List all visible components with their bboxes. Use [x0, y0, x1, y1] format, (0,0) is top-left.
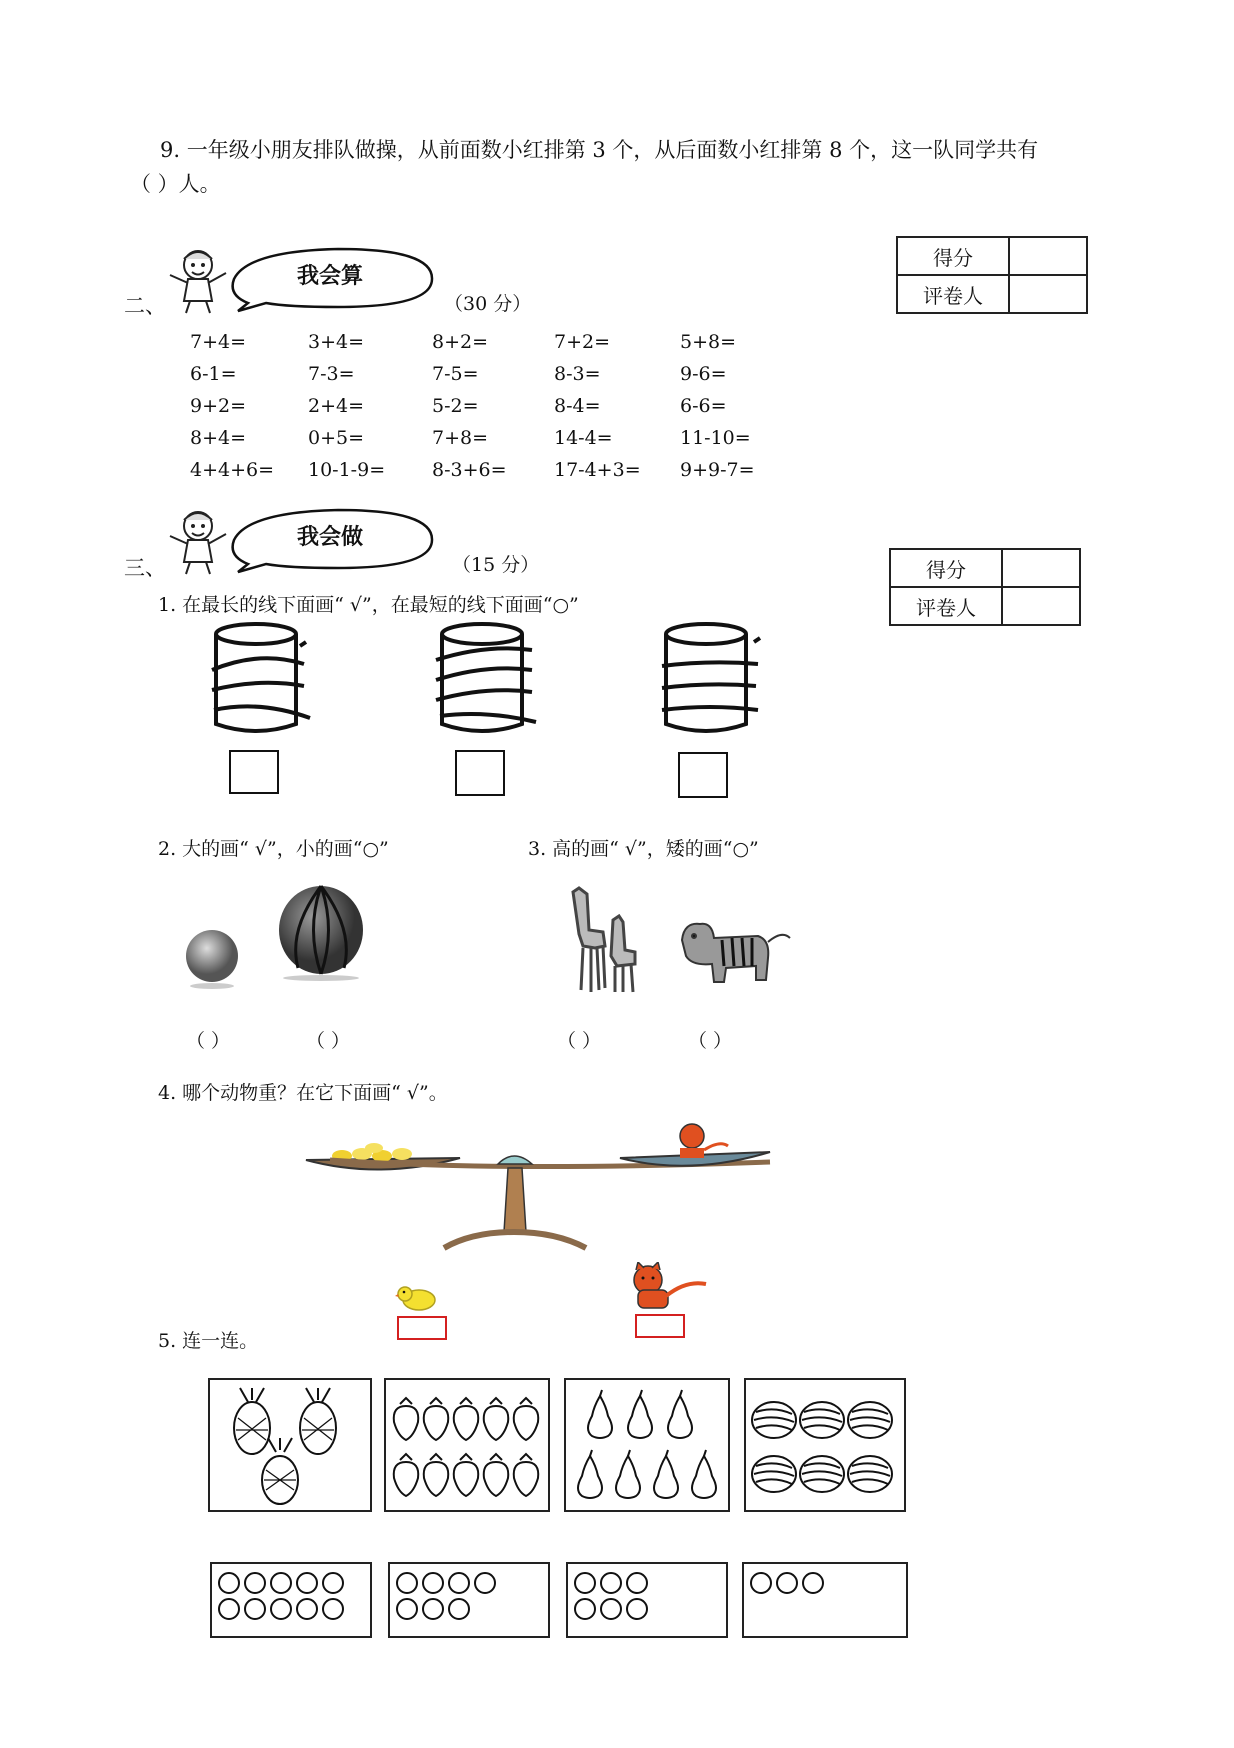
- pear-icon: [566, 1380, 728, 1510]
- section-2-points: （30 分）: [444, 293, 532, 315]
- calc-item[interactable]: 8-3=: [554, 363, 601, 385]
- section-3-score-table: [889, 548, 1081, 626]
- count-circle: [270, 1572, 292, 1594]
- circle-group: [396, 1572, 508, 1620]
- calc-row: [190, 326, 780, 358]
- cylinder-3-icon: [650, 620, 765, 740]
- calc-item[interactable]: 8-3+6=: [432, 459, 507, 481]
- count-circle: [396, 1598, 418, 1620]
- calc-item[interactable]: 14-4=: [554, 427, 613, 449]
- calculation-grid: [190, 326, 780, 486]
- section-2-score-table: [896, 236, 1088, 314]
- count-circle: [802, 1572, 824, 1594]
- count-circle: [448, 1572, 470, 1594]
- calc-item[interactable]: 6-1=: [190, 363, 237, 385]
- count-circle: [322, 1572, 344, 1594]
- grader-label: 评卷人: [890, 587, 1002, 625]
- count-circle: [626, 1572, 648, 1594]
- fruit-panel-strawberries[interactable]: [384, 1378, 550, 1512]
- calc-row: [190, 358, 780, 390]
- circle-panel-6[interactable]: [566, 1562, 728, 1638]
- calc-item[interactable]: 17-4+3=: [554, 459, 641, 481]
- question-1: 1. 在最长的线下面画“ √”，在最短的线下面画“○”: [158, 594, 579, 616]
- mascot-icon: [164, 245, 234, 315]
- count-circle: [296, 1572, 318, 1594]
- answer-box-cylinder-2[interactable]: [455, 750, 505, 796]
- calc-row: [190, 390, 780, 422]
- circle-group: [750, 1572, 836, 1594]
- count-circle: [296, 1598, 318, 1620]
- circle-panel-7[interactable]: [388, 1562, 550, 1638]
- score-cell[interactable]: [1009, 237, 1087, 275]
- answer-paren-watermelon[interactable]: （ ）: [306, 1030, 351, 1052]
- calc-item[interactable]: 6-6=: [680, 395, 727, 417]
- orange-icon: [182, 920, 242, 990]
- count-circle: [448, 1598, 470, 1620]
- calc-row: [190, 422, 780, 454]
- answer-box-cat[interactable]: [635, 1314, 685, 1338]
- strawberry-icon: [386, 1380, 548, 1510]
- count-circle: [574, 1598, 596, 1620]
- watermelon-icon: [746, 1380, 904, 1510]
- circle-group: [574, 1572, 660, 1620]
- count-circle: [322, 1598, 344, 1620]
- calc-item[interactable]: 9-6=: [680, 363, 727, 385]
- fruit-panel-pears[interactable]: [564, 1378, 730, 1512]
- watermelon-icon: [276, 880, 366, 982]
- calc-item[interactable]: 3+4=: [308, 331, 365, 353]
- circle-group: [218, 1572, 358, 1620]
- cat-icon: [626, 1262, 716, 1312]
- question-9-answer-blank[interactable]: （ ）人。: [130, 172, 221, 196]
- count-circle: [244, 1572, 266, 1594]
- section-3-points: （15 分）: [452, 554, 540, 576]
- grader-cell[interactable]: [1002, 587, 1080, 625]
- calc-item[interactable]: 2+4=: [308, 395, 365, 417]
- mascot-icon: [164, 506, 234, 576]
- fruit-panel-pineapples[interactable]: [208, 1378, 372, 1512]
- question-5: 5. 连一连。: [158, 1330, 259, 1352]
- count-circle: [600, 1598, 622, 1620]
- calc-item[interactable]: 0+5=: [308, 427, 365, 449]
- cylinder-1-icon: [200, 620, 315, 740]
- circle-panel-10[interactable]: [210, 1562, 372, 1638]
- answer-paren-tiger[interactable]: （ ）: [688, 1030, 733, 1052]
- grader-cell[interactable]: [1009, 275, 1087, 313]
- section-2-number: 二、: [124, 294, 166, 318]
- answer-paren-orange[interactable]: （ ）: [186, 1030, 231, 1052]
- section-2-title: 我会算: [297, 263, 364, 289]
- calc-item[interactable]: 8+4=: [190, 427, 247, 449]
- calc-item[interactable]: 5-2=: [432, 395, 479, 417]
- section-3-number: 三、: [124, 556, 166, 580]
- fruit-panel-watermelons[interactable]: [744, 1378, 906, 1512]
- calc-item[interactable]: 7+4=: [190, 331, 247, 353]
- question-3: 3. 高的画“ √”，矮的画“○”: [528, 838, 759, 860]
- calc-item[interactable]: 9+2=: [190, 395, 247, 417]
- count-circle: [474, 1572, 496, 1594]
- grader-label: 评卷人: [897, 275, 1009, 313]
- chick-icon: [395, 1278, 447, 1316]
- calc-item[interactable]: 8-4=: [554, 395, 601, 417]
- calc-item[interactable]: 11-10=: [680, 427, 751, 449]
- count-circle: [626, 1598, 648, 1620]
- calc-item[interactable]: 8+2=: [432, 331, 489, 353]
- calc-item[interactable]: 7+8=: [432, 427, 489, 449]
- score-cell[interactable]: [1002, 549, 1080, 587]
- calc-item[interactable]: 10-1-9=: [308, 459, 386, 481]
- count-circle: [396, 1572, 418, 1594]
- count-circle: [422, 1598, 444, 1620]
- answer-paren-giraffe[interactable]: （ ）: [557, 1030, 602, 1052]
- question-4: 4. 哪个动物重？在它下面画“ √”。: [158, 1082, 448, 1104]
- section-3-title: 我会做: [297, 524, 364, 550]
- count-circle: [218, 1572, 240, 1594]
- calc-item[interactable]: 7+2=: [554, 331, 611, 353]
- question-9-line1: 9. 一年级小朋友排队做操，从前面数小红排第 3 个，从后面数小红排第 8 个，这一队同学共有: [160, 138, 1039, 162]
- count-circle: [218, 1598, 240, 1620]
- calc-row: [190, 454, 780, 486]
- calc-item[interactable]: 7-3=: [308, 363, 355, 385]
- count-circle: [244, 1598, 266, 1620]
- count-circle: [776, 1572, 798, 1594]
- pineapple-icon: [210, 1380, 370, 1510]
- calc-item[interactable]: 7-5=: [432, 363, 479, 385]
- count-circle: [270, 1598, 292, 1620]
- score-label: 得分: [897, 237, 1009, 275]
- question-2: 2. 大的画“ √”，小的画“○”: [158, 838, 389, 860]
- answer-box-chick[interactable]: [397, 1316, 447, 1340]
- count-circle: [600, 1572, 622, 1594]
- calc-item[interactable]: 9+9-7=: [680, 459, 755, 481]
- cylinder-2-icon: [426, 620, 541, 740]
- answer-box-cylinder-3[interactable]: [678, 752, 728, 798]
- score-label: 得分: [890, 549, 1002, 587]
- count-circle: [750, 1572, 772, 1594]
- count-circle: [422, 1572, 444, 1594]
- circle-panel-3[interactable]: [742, 1562, 908, 1638]
- calc-item[interactable]: 5+8=: [680, 331, 737, 353]
- answer-box-cylinder-1[interactable]: [229, 750, 279, 794]
- count-circle: [574, 1572, 596, 1594]
- calc-item[interactable]: 4+4+6=: [190, 459, 275, 481]
- tiger-icon: [672, 910, 792, 990]
- giraffe-icon: [555, 880, 645, 995]
